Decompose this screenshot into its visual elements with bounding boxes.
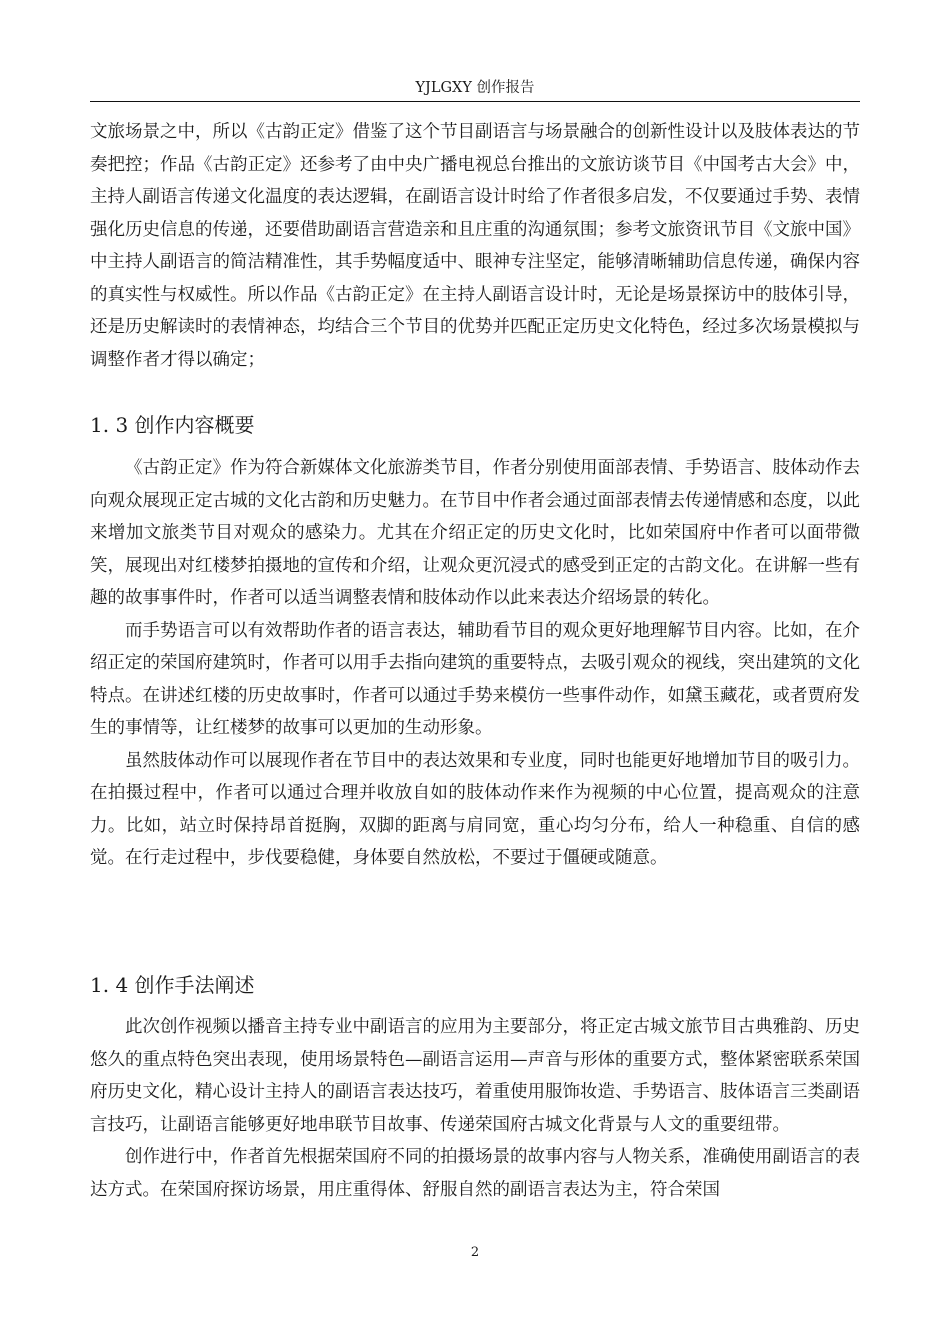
page-number: 2 [470, 1245, 480, 1260]
section-1-4-heading-wrap [90, 969, 860, 1001]
section-1-3-body [90, 452, 860, 875]
section-1-4-heading: 1. 4 创作手法阐述 [90, 973, 255, 997]
section-1-3-heading-wrap [90, 409, 860, 441]
section-1-3-paragraph-3: 虽然肢体动作可以展现作者在节目中的表达效果和专业度，同时也能更好地增加节目的吸引力。在拍摄过程中，作者可以通过合理并收放自如的肢体动作来作为视频的中心位置，提高观众的注意力。比如，站立时保持昂首挺胸，双脚的距离与肩同宽，重心均匀分布，给人一种稳重、自信的感觉。在行走过程中，步伐要稳健，身体要自然放松，不要过于僵硬或随意。 [90, 750, 860, 868]
section-1-3-paragraph-1: 《古韵正定》作为符合新媒体文化旅游类节目，作者分别使用面部表情、手势语言、肢体动作去向观众展现正定古城的文化古韵和历史魅力。在节目中作者会通过面部表情去传递情感和态度，以此来增加文旅类节目对观众的感染力。尤其在介绍正定的历史文化时，比如荣国府中作者可以面带微笑，展现出对红楼梦拍摄地的宣传和介绍，让观众更沉浸式的感受到正定的古韵文化。在讲解一些有趣的故事事件时，作者可以适当调整表情和肢体动作以此来表达介绍场景的转化。 [90, 458, 860, 608]
section-1-3-paragraph-2: 而手势语言可以有效帮助作者的语言表达，辅助看节目的观众更好地理解节目内容。比如，在介绍正定的荣国府建筑时，作者可以用手去指向建筑的重要特点，去吸引观众的视线，突出建筑的文化特点。在讲述红楼的历史故事时，作者可以通过手势来模仿一些事件动作，如黛玉藏花，或者贾府发生的事情等，让红楼梦的故事可以更加的生动形象。 [90, 620, 860, 738]
intro-paragraph: 文旅场景之中，所以《古韵正定》借鉴了这个节目副语言与场景融合的创新性设计以及肢体表达的节奏把控；作品《古韵正定》还参考了由中央广播电视总台推出的文旅访谈节目《中国考古大会》中，主持人副语言传递文化温度的表达逻辑，在副语言设计时给了作者很多启发，不仅要通过手势、表情强化历史信息的传递，还要借助副语言营造亲和且庄重的沟通氛围；参考文旅资讯节目《文旅中国》中主持人副语言的简洁精准性，其手势幅度适中、眼神专注坚定，能够清晰辅助信息传递，确保内容的真实性与权威性。所以作品《古韵正定》在主持人副语言设计时，无论是场景探访中的肢体引导，还是历史解读时的表情神态，均结合三个节目的优势并匹配正定历史文化特色，经过多次场景模拟与调整作者才得以确定； [90, 122, 860, 370]
section-1-4-paragraph-1: 此次创作视频以播音主持专业中副语言的应用为主要部分，将正定古城文旅节目古典雅韵、历史悠久的重点特色突出表现，使用场景特色—副语言运用—声音与形体的重要方式，整体紧密联系荣国府历史文化，精心设计主持人的副语言表达技巧，着重使用服饰妆造、手势语言、肢体语言三类副语言技巧，让副语言能够更好地串联节目故事、传递荣国府古城文化背景与人文的重要纽带。 [90, 1017, 860, 1135]
section-1-4-paragraph-2: 创作进行中，作者首先根据荣国府不同的拍摄场景的故事内容与人物关系，准确使用副语言的表达方式。在荣国府探访场景，用庄重得体、舒服自然的副语言表达为主，符合荣国 [90, 1147, 860, 1200]
header-divider [90, 101, 860, 102]
section-1-4-body [90, 1011, 860, 1206]
section-1-3-heading: 1. 3 创作内容概要 [90, 413, 255, 437]
page-header-title: YJLGXY 创作报告 [415, 80, 535, 96]
intro-section [90, 116, 860, 376]
